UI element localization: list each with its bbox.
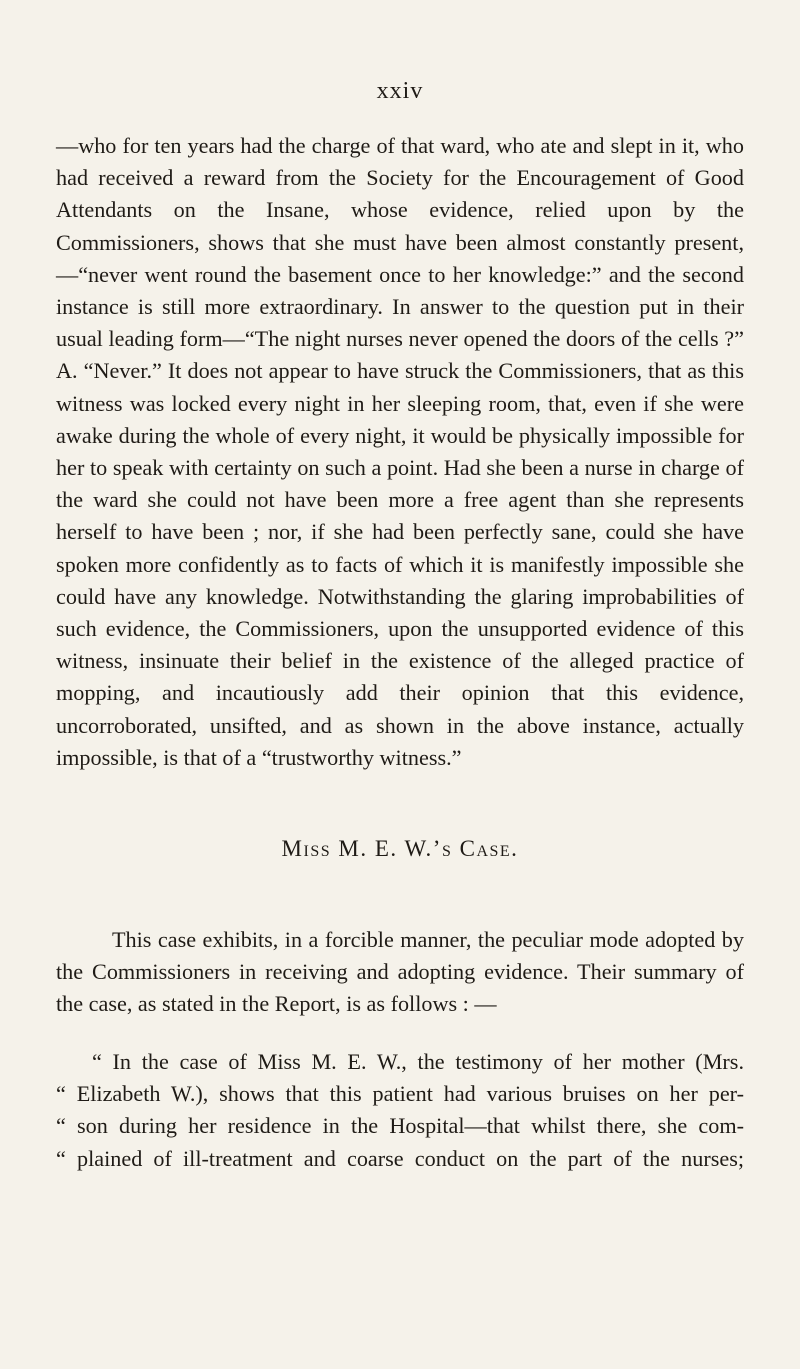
- section-heading: Miss M. E. W.’s Case.: [281, 836, 519, 862]
- quote-line: “ In the case of Miss M. E. W., the testimony of her mother (Mrs.: [92, 1048, 744, 1074]
- block-quote: [56, 1046, 744, 1176]
- quote-line: “ Elizabeth W.), shows that this patient had various bruises on her per-: [56, 1081, 744, 1107]
- quote-line: “ son during her residence in the Hospital—that whilst there, she com-: [56, 1113, 744, 1139]
- quote-line: “ plained of ill-treatment and coarse conduct on the part of the nurses;: [56, 1145, 744, 1171]
- paragraph-2: This case exhibits, in a forcible manner, the peculiar mode adopted by the Commissioners in receiving and adopting evidence. Their summary of the case, as stated in the Report, is as follows : —: [56, 927, 744, 1017]
- paragraph-1: —who for ten years had the charge of that ward, who ate and slept in it, who had received a reward from the Society for the Encouragement of Good Attendants on the Insane, whose evidence, relied upon by the Commissioners, shows that she must have been almost constantly present,—“never went round the basement once to her knowledge:” and the second instance is still more extraordinary. In answer to the question put in their usual leading form—“The night nurses never opened the doors of the cells ?” A. “Never.” It does not appear to have struck the Commissioners, that as this witness was locked every night in her sleeping room, that, even if she were awake during the whole of every night, it would be physically impossible for her to speak with certainty on such a point. Had she been a nurse in charge of the ward she could not have been more a free agent than she represents herself to have been ; nor, if she had been perfectly sane, could she have spoken more confidently as to facts of which it is manifestly impossible she could have any knowledge. Notwithstanding the glaring improbabilities of such evidence, the Commissioners, upon the unsupported evidence of this witness, insinuate their belief in the existence of the alleged practice of mopping, and incautiously add their opinion that this evidence, uncorroborated, unsifted, and as shown in the above instance, actually impossible, is that of a “trustworthy witness.”: [56, 133, 744, 770]
- body-text: [56, 130, 744, 1175]
- page-number: xxiv: [376, 78, 424, 104]
